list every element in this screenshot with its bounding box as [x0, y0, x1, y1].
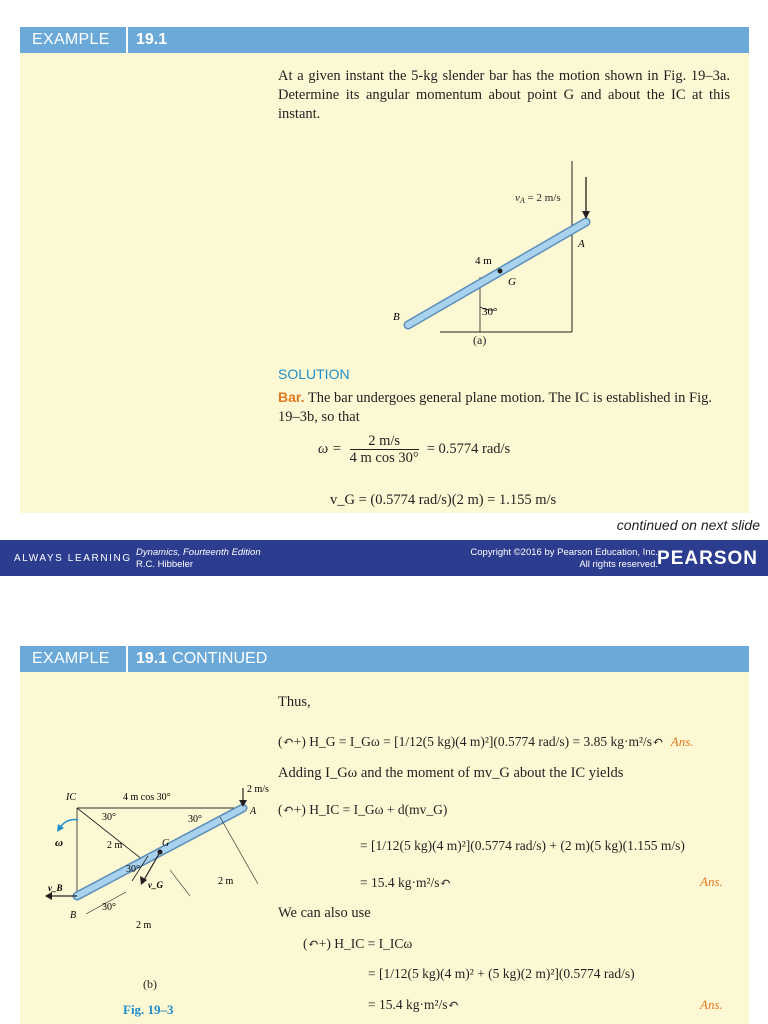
figure-a [360, 157, 600, 357]
always-learning: ALWAYS LEARNING [14, 553, 132, 564]
pearson-logo: PEARSON [657, 548, 758, 569]
a-label-b: A [250, 806, 257, 817]
omega-denominator: 4 m cos 30° [349, 450, 419, 466]
solution-body: The bar undergoes general plane motion. The IC is established in Fig. 19–3b, so that [278, 390, 713, 425]
example-panel [20, 27, 749, 513]
equation-hg-text: (↶+) H_G = I_Gω = [1/12(5 kg)(4 m)²](0.5774 rad/s) = 3.85 kg·m²/s↶ [278, 734, 664, 749]
omega-equation [318, 433, 510, 466]
equation-hic-3: = 15.4 kg·m²/s↶ [360, 875, 451, 890]
vg-equation: v_G = (0.5774 rad/s)(2 m) = 1.155 m/s [330, 492, 557, 508]
example-header-bar-continued [20, 646, 749, 672]
ic-label: IC [66, 792, 76, 803]
a-label: A [578, 238, 585, 250]
g-label-b: G [162, 838, 170, 849]
vg-label: v_G [148, 880, 163, 890]
adding-text: Adding I_Gω and the moment of mv_G about the IC yields [278, 765, 624, 781]
equation-hic-1: (↶+) H_IC = I_Gω + d(mv_G) [278, 802, 448, 817]
ans-label-2: Ans. [700, 874, 723, 889]
example-panel-continued [20, 646, 749, 1024]
also-use-text: We can also use [278, 905, 371, 921]
example-label: EXAMPLE [32, 31, 110, 48]
problem-statement: At a given instant the 5-kg slender bar has the motion shown in Fig. 19–3a. Determine its angular momentum about point G and about the IC at this instant. [278, 68, 730, 122]
slide-2 [0, 576, 768, 1024]
angle-label-1: 30° [102, 812, 116, 823]
dimension-2m-3: 2 m [136, 920, 152, 931]
omega-label: ω [55, 837, 63, 849]
angle-label-2: 30° [188, 814, 202, 825]
length-label-4m: 4 m [475, 255, 492, 267]
solution-heading: SOLUTION [278, 366, 350, 382]
ans-label-1: Ans. [670, 734, 694, 749]
point-g-dot [498, 269, 503, 274]
dimension-2m-1: 2 m [107, 840, 123, 851]
angle-label: 30° [482, 306, 498, 318]
ans-label-3: Ans. [700, 997, 723, 1012]
continued-label: CONTINUED [172, 650, 268, 667]
example-header-bar [20, 27, 749, 53]
b-label-b: B [70, 910, 77, 921]
book-title: Dynamics, Fourteenth Edition [136, 547, 261, 558]
example-label: EXAMPLE [32, 650, 110, 667]
horiz-dimension-label: 4 m cos 30° [123, 792, 171, 803]
figure-b [30, 784, 275, 974]
equation-hg [278, 732, 748, 751]
figure-label: Fig. 19–3 [123, 1002, 174, 1017]
omega-numerator: 2 m/s [350, 433, 419, 450]
equation-iic-3: = 15.4 kg·m²/s↶ [368, 997, 459, 1012]
example-number: 19.1 [136, 31, 168, 48]
solution-text [278, 388, 730, 427]
dimension-2m-2: 2 m [218, 876, 234, 887]
g-label: G [508, 276, 516, 288]
figure-a-caption: (a) [473, 333, 487, 347]
figure-b-caption: (b) [143, 977, 157, 991]
b-label: B [393, 311, 400, 323]
footer-bar [0, 540, 768, 576]
angle-label-3: 30° [126, 864, 140, 875]
bar-label: Bar. [278, 389, 305, 405]
two-ms-label: 2 m/s [247, 784, 269, 795]
angle-label-4: 30° [102, 902, 116, 913]
equation-iic-1: (↶+) H_IC = I_ICω [303, 936, 413, 951]
example-number: 19.1 [136, 650, 168, 667]
rights: All rights reserved. [579, 559, 658, 570]
omega-lhs: ω = [318, 441, 342, 457]
omega-fraction [350, 433, 419, 466]
equation-iic-2: = [1/12(5 kg)(4 m)² + (5 kg)(2 m)²](0.5774 rad/s) [368, 966, 635, 981]
va-label: vA = 2 m/s [515, 192, 561, 205]
thus-text: Thus, [278, 694, 311, 710]
continued-note: continued on next slide [616, 517, 760, 533]
copyright: Copyright ©2016 by Pearson Education, Inc. [470, 547, 658, 558]
equation-hic-2: = [1/12(5 kg)(4 m)²](0.5774 rad/s) + (2 m)(5 kg)(1.155 m/s) [360, 838, 685, 853]
author: R.C. Hibbeler [136, 559, 194, 570]
vb-label: v_B [48, 883, 63, 893]
omega-rhs: = 0.5774 rad/s [426, 441, 511, 457]
